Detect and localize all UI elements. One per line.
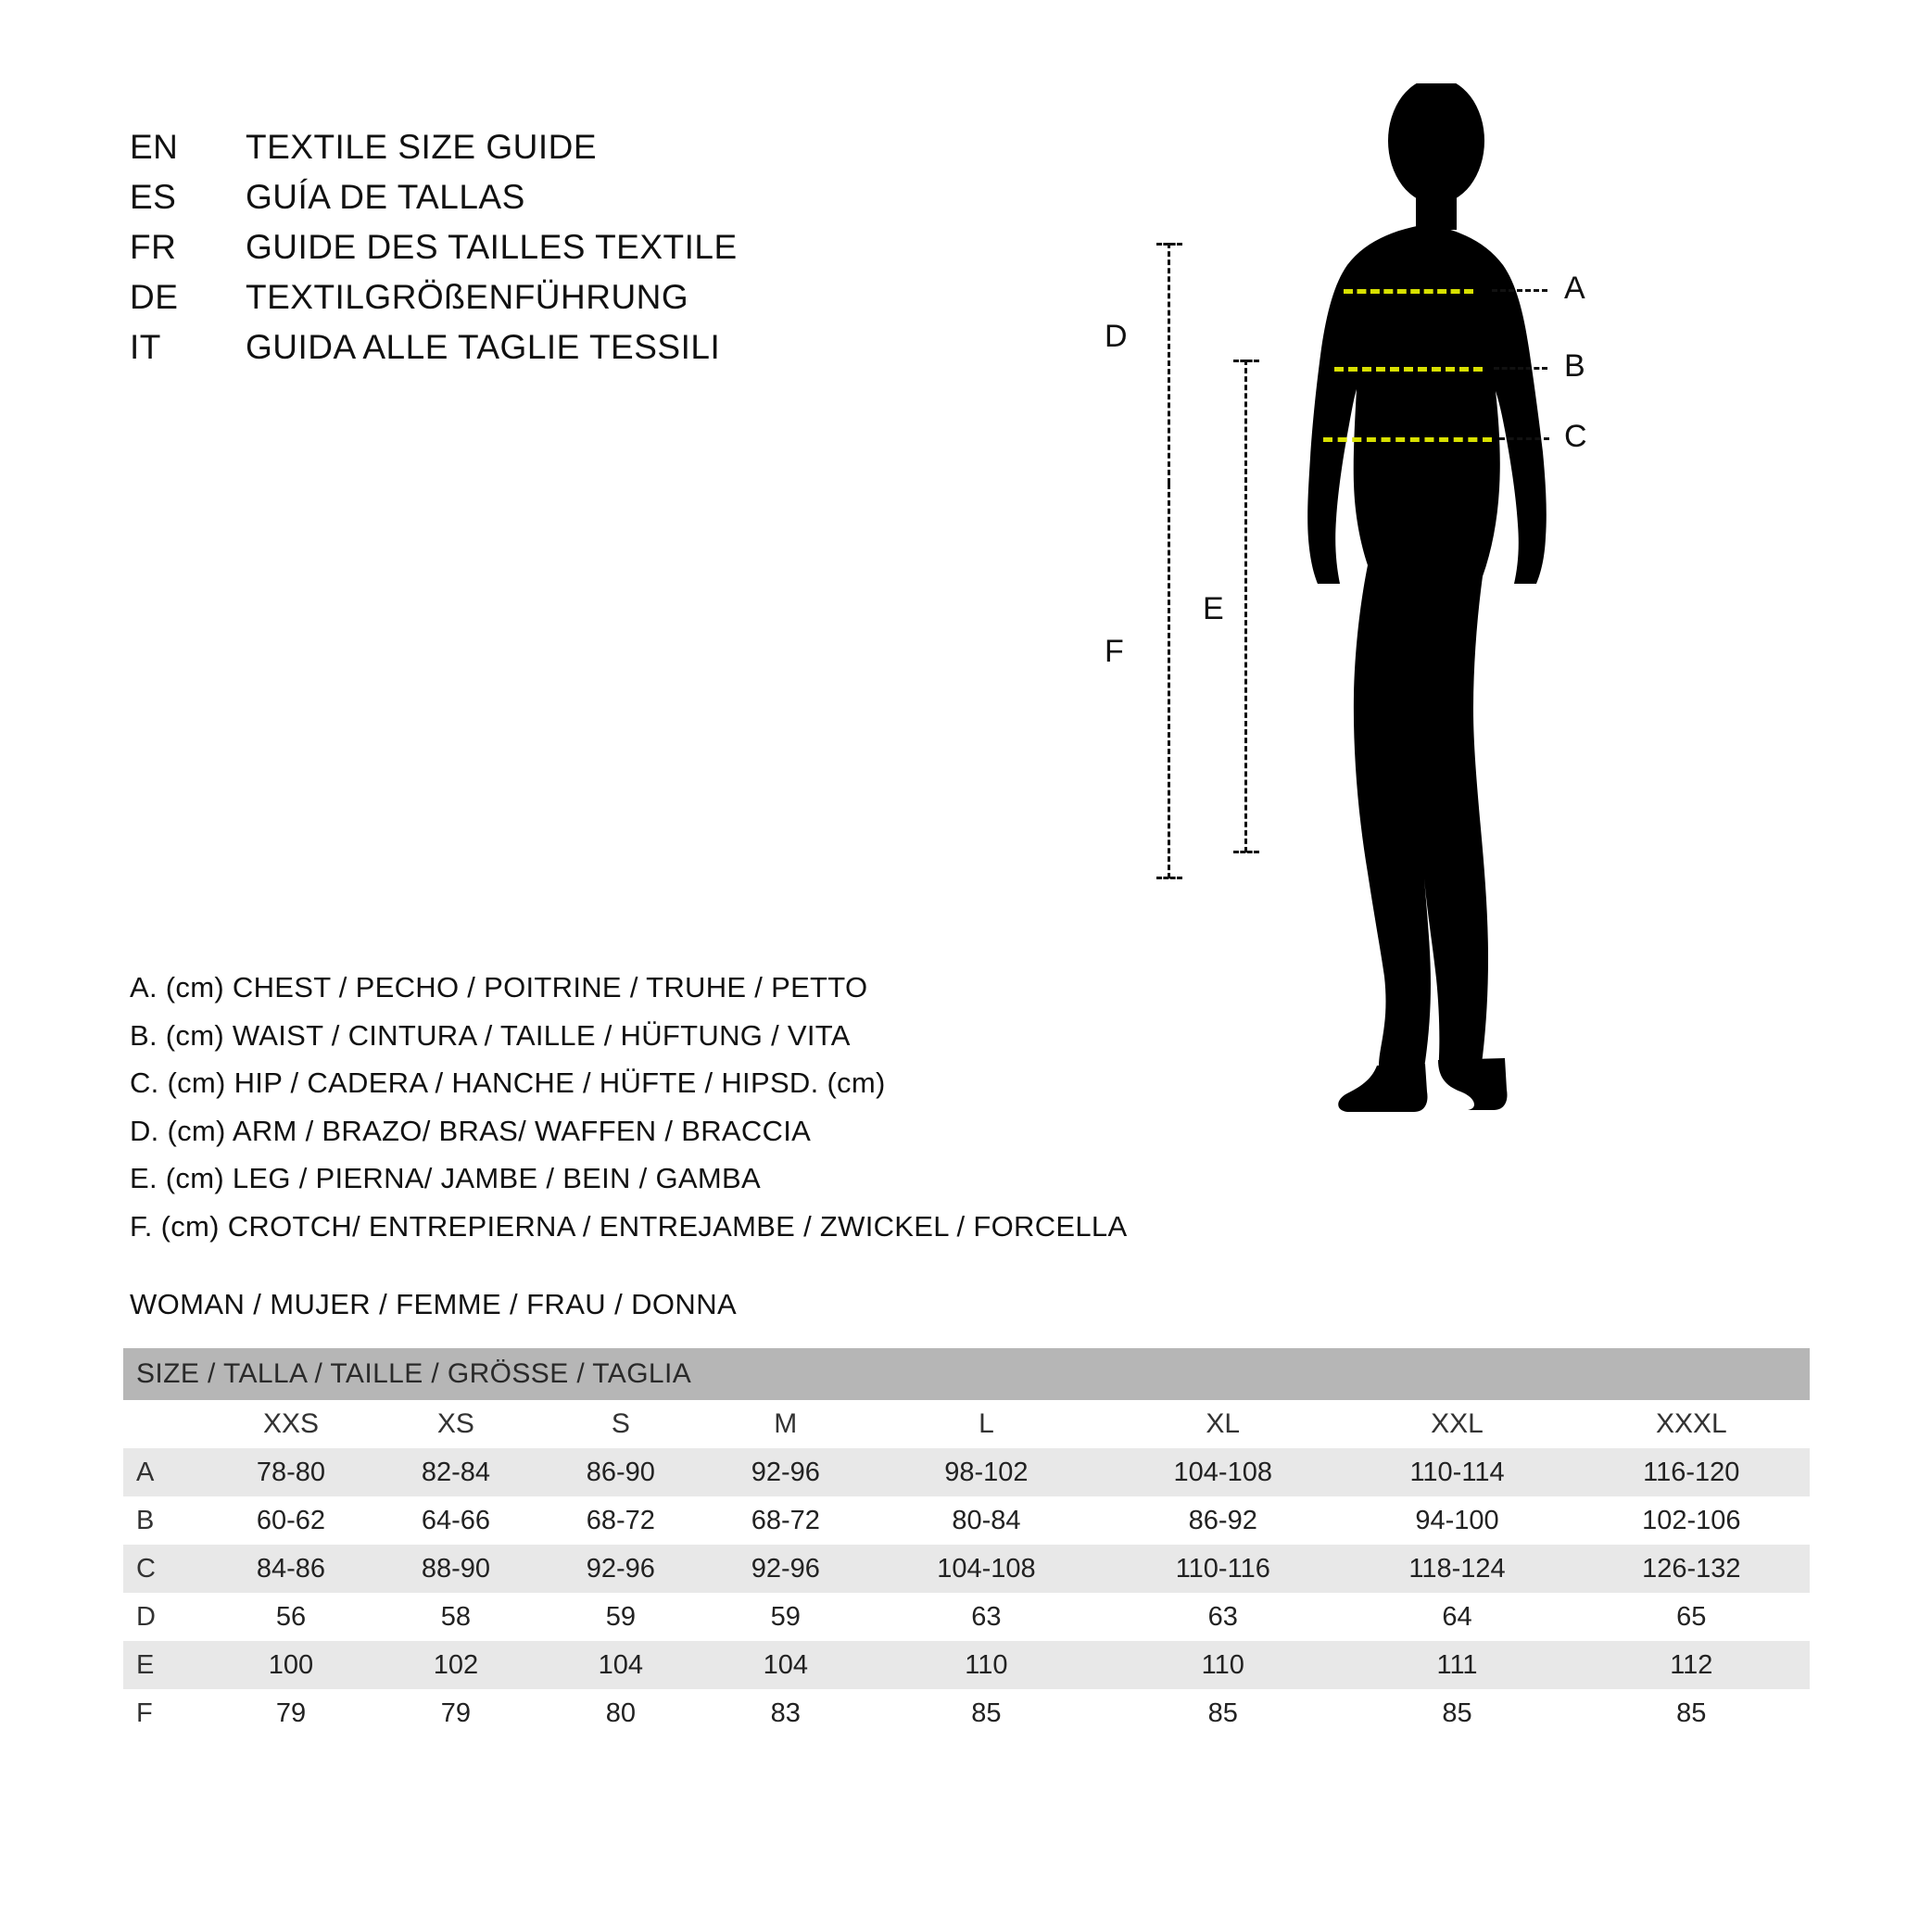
- table-cell: 80: [538, 1689, 703, 1737]
- table-cell: 92-96: [538, 1545, 703, 1593]
- table-cell: 104: [538, 1641, 703, 1689]
- table-cell: 82-84: [373, 1448, 538, 1496]
- woman-silhouette: [1149, 83, 1890, 1195]
- hip-measure-line: [1323, 437, 1492, 442]
- table-cell: 104: [703, 1641, 868, 1689]
- marker-label-A: A: [1564, 271, 1585, 306]
- table-corner-cell: [123, 1400, 208, 1448]
- language-row: [130, 322, 964, 372]
- table-row: [123, 1545, 1810, 1593]
- table-cell: 86-90: [538, 1448, 703, 1496]
- table-cell: 102-106: [1573, 1496, 1810, 1545]
- hip-leader: [1499, 437, 1549, 440]
- table-cell: 63: [1105, 1593, 1341, 1641]
- marker-label-D: D: [1105, 319, 1128, 354]
- table-cell: 110-116: [1105, 1545, 1341, 1593]
- table-cell: 56: [208, 1593, 373, 1641]
- table-cell: 63: [868, 1593, 1105, 1641]
- legend-item: E. (cm) LEG / PIERNA/ JAMBE / BEIN / GAMBA: [130, 1162, 761, 1194]
- table-row-label: B: [123, 1496, 208, 1545]
- table-cell: 64-66: [373, 1496, 538, 1545]
- table-cell: 59: [538, 1593, 703, 1641]
- table-row: [123, 1448, 1810, 1496]
- table-cell: 60-62: [208, 1496, 373, 1545]
- table-cell: 98-102: [868, 1448, 1105, 1496]
- table-row-label: E: [123, 1641, 208, 1689]
- table-cell: 104-108: [1105, 1448, 1341, 1496]
- legend-item: D. (cm) ARM / BRAZO/ BRAS/ WAFFEN / BRACCIA: [130, 1114, 812, 1147]
- table-cell: 58: [373, 1593, 538, 1641]
- table-row-label: C: [123, 1545, 208, 1593]
- table-cell: 85: [1341, 1689, 1572, 1737]
- chest-leader: [1492, 289, 1547, 292]
- chest-measure-line: [1344, 289, 1473, 294]
- table-cell: 100: [208, 1641, 373, 1689]
- waist-measure-line: [1334, 367, 1483, 372]
- table-row-label: A: [123, 1448, 208, 1496]
- table-cell: 84-86: [208, 1545, 373, 1593]
- table-cell: 88-90: [373, 1545, 538, 1593]
- table-cell: 110: [1105, 1641, 1341, 1689]
- table-cell: 85: [868, 1689, 1105, 1737]
- table-cell: 102: [373, 1641, 538, 1689]
- table-cell: 85: [1573, 1689, 1810, 1737]
- table-size-header: XXL: [1341, 1400, 1572, 1448]
- group-title: WOMAN / MUJER / FEMME / FRAU / DONNA: [130, 1288, 738, 1320]
- table-band-label: SIZE / TALLA / TAILLE / GRÖSSE / TAGLIA: [123, 1348, 1810, 1400]
- language-title: TEXTILGRÖßENFÜHRUNG: [246, 278, 689, 316]
- measurement-diagram: [1105, 83, 1890, 1195]
- table-row: [123, 1641, 1810, 1689]
- table-cell: 68-72: [703, 1496, 868, 1545]
- language-code: IT: [130, 328, 161, 366]
- table-cell: 126-132: [1573, 1545, 1810, 1593]
- table-cell: 112: [1573, 1641, 1810, 1689]
- legend-item: A. (cm) CHEST / PECHO / POITRINE / TRUHE / PETTO: [130, 971, 868, 1003]
- language-title: TEXTILE SIZE GUIDE: [246, 128, 598, 166]
- table-cell: 79: [208, 1689, 373, 1737]
- table-cell: 94-100: [1341, 1496, 1572, 1545]
- table-cell: 118-124: [1341, 1545, 1572, 1593]
- legend-item: C. (cm) HIP / CADERA / HANCHE / HÜFTE / HIPSD. (cm): [130, 1066, 886, 1099]
- table-cell: 68-72: [538, 1496, 703, 1545]
- legend-list: [130, 964, 1242, 1250]
- language-row: [130, 272, 964, 322]
- table-cell: 111: [1341, 1641, 1572, 1689]
- table-cell: 110-114: [1341, 1448, 1572, 1496]
- language-row: [130, 222, 964, 272]
- table-row-label: D: [123, 1593, 208, 1641]
- table-size-header: XXXL: [1573, 1400, 1810, 1448]
- arm-dimension-tick-top: [1156, 243, 1182, 246]
- language-row: [130, 172, 964, 222]
- arm-dimension-line: [1168, 243, 1170, 484]
- table-band-row: [123, 1348, 1810, 1400]
- language-code: ES: [130, 178, 177, 216]
- table-size-header: XS: [373, 1400, 538, 1448]
- legend-item: B. (cm) WAIST / CINTURA / TAILLE / HÜFTUNG / VITA: [130, 1018, 851, 1052]
- language-title-block: [130, 122, 964, 372]
- table-cell: 83: [703, 1689, 868, 1737]
- table-row-label: F: [123, 1689, 208, 1737]
- table-size-header: M: [703, 1400, 868, 1448]
- table-size-header: L: [868, 1400, 1105, 1448]
- table-size-header: XXS: [208, 1400, 373, 1448]
- marker-label-B: B: [1564, 348, 1585, 384]
- language-code: FR: [130, 228, 177, 266]
- language-title: GUIDA ALLE TAGLIE TESSILI: [246, 328, 721, 366]
- table-cell: 110: [868, 1641, 1105, 1689]
- crotch-dimension-tick-bottom: [1156, 877, 1182, 879]
- language-code: DE: [130, 278, 179, 316]
- table-size-header: S: [538, 1400, 703, 1448]
- table-size-header: XL: [1105, 1400, 1341, 1448]
- language-title: GUÍA DE TALLAS: [246, 178, 525, 216]
- waist-leader: [1494, 367, 1547, 370]
- table-row: [123, 1689, 1810, 1737]
- language-code: EN: [130, 128, 179, 166]
- table-cell: 64: [1341, 1593, 1572, 1641]
- table-cell: 92-96: [703, 1545, 868, 1593]
- leg-dimension-tick-bottom: [1233, 851, 1259, 853]
- table-cell: 59: [703, 1593, 868, 1641]
- language-title: GUIDE DES TAILLES TEXTILE: [246, 228, 738, 266]
- marker-label-F: F: [1105, 634, 1124, 669]
- table-cell: 116-120: [1573, 1448, 1810, 1496]
- table-cell: 85: [1105, 1689, 1341, 1737]
- size-table: [123, 1348, 1810, 1737]
- table-cell: 78-80: [208, 1448, 373, 1496]
- table-cell: 80-84: [868, 1496, 1105, 1545]
- marker-label-E: E: [1203, 591, 1224, 626]
- language-row: [130, 122, 964, 172]
- table-cell: 65: [1573, 1593, 1810, 1641]
- marker-label-C: C: [1564, 419, 1587, 454]
- table-cell: 79: [373, 1689, 538, 1737]
- crotch-dimension-line: [1168, 484, 1170, 878]
- leg-dimension-line: [1244, 360, 1247, 852]
- table-row: [123, 1496, 1810, 1545]
- legend-item: F. (cm) CROTCH/ ENTREPIERNA / ENTREJAMBE / ZWICKEL / FORCELLA: [130, 1209, 1128, 1243]
- table-header-row: [123, 1400, 1810, 1448]
- table-cell: 86-92: [1105, 1496, 1341, 1545]
- table-cell: 92-96: [703, 1448, 868, 1496]
- table-row: [123, 1593, 1810, 1641]
- leg-dimension-tick-top: [1233, 360, 1259, 362]
- table-cell: 104-108: [868, 1545, 1105, 1593]
